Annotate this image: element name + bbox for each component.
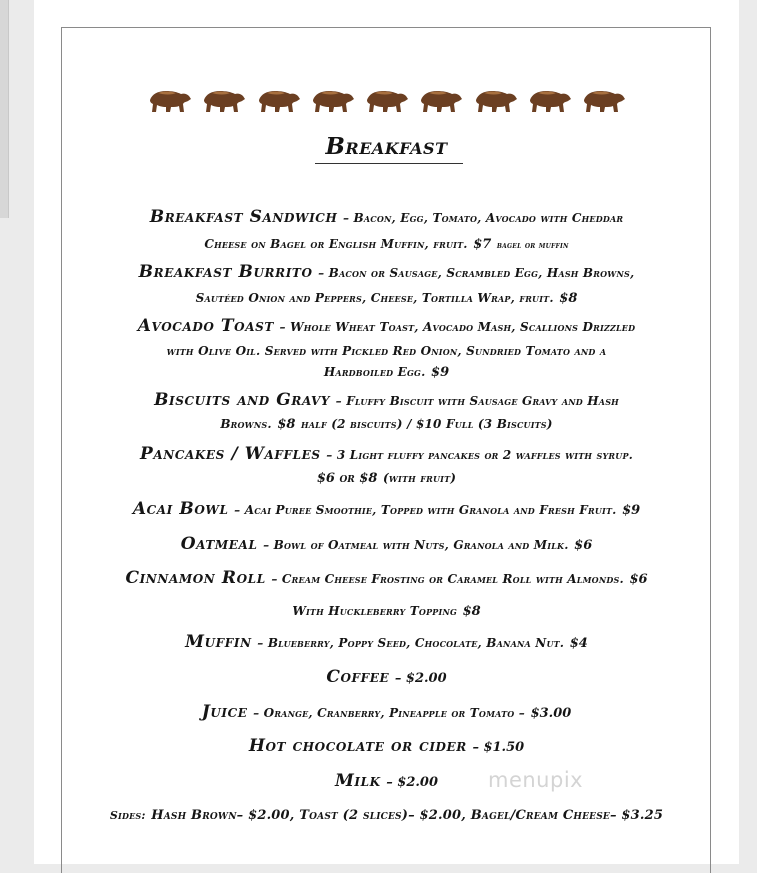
- bear-icon: [472, 86, 518, 114]
- item-name: Muffin: [185, 632, 252, 652]
- item-desc: Browns.: [220, 417, 272, 431]
- bear-icon: [309, 86, 355, 114]
- item-desc: – Bowl of Oatmeal with Nuts, Granola and Milk.: [263, 538, 569, 552]
- menu-line: [34, 287, 739, 306]
- item-price: $8: [462, 604, 481, 619]
- item-desc: – Acai Puree Smoothie, Topped with Granola and Fresh Fruit.: [234, 503, 617, 517]
- item-note: (with fruit): [382, 471, 457, 485]
- bear-icon: [363, 86, 409, 114]
- item-name: Hot chocolate or cider: [248, 736, 467, 756]
- bear-row: [146, 86, 626, 116]
- menu-line: [34, 632, 739, 652]
- item-price: $6 or $8: [316, 471, 378, 486]
- item-desc: – Bacon or Sausage, Scrambled Egg, Hash Browns,: [318, 266, 635, 280]
- item-name: Cinnamon Roll: [125, 568, 266, 588]
- item-name: Avocado Toast: [137, 316, 274, 336]
- menu-line: [34, 736, 739, 756]
- menu-line: [34, 600, 739, 619]
- menu-line: [34, 467, 739, 486]
- item-price: $9: [431, 365, 450, 380]
- item-name: Oatmeal: [180, 534, 258, 554]
- item-price: $3.00: [530, 706, 572, 721]
- menu-line: [34, 568, 739, 588]
- item-name: Breakfast Sandwich: [149, 207, 338, 227]
- watermark-logo: menupix: [488, 768, 584, 792]
- item-price: $6: [629, 572, 648, 587]
- item-name: Coffee: [326, 667, 390, 687]
- menu-line: [34, 444, 739, 464]
- item-name: Biscuits and Gravy: [154, 390, 331, 410]
- bear-icon: [255, 86, 301, 114]
- side-tab: [0, 0, 9, 218]
- item-name: Breakfast Burrito: [138, 262, 313, 282]
- item-desc: – 3 Light fluffy pancakes or 2 waffles with syrup.: [326, 448, 634, 462]
- item-price: $9: [622, 503, 641, 518]
- item-desc: Sautéed Onion and Peppers, Cheese, Tortilla Wrap, fruit.: [195, 291, 554, 305]
- item-name: Pancakes / Waffles: [139, 444, 321, 464]
- menu-line: [34, 534, 739, 554]
- item-desc: – Blueberry, Poppy Seed, Chocolate, Banana Nut.: [257, 636, 565, 650]
- item-price: $8: [277, 417, 296, 432]
- item-desc: – Fluffy Biscuit with Sausage Gravy and Hash: [335, 394, 619, 408]
- bear-icon: [580, 86, 626, 114]
- item-price: $8: [559, 291, 578, 306]
- item-price: – $2.00: [394, 671, 447, 686]
- bear-icon: [526, 86, 572, 114]
- item-desc: Cheese on Bagel or English Muffin, fruit.: [204, 237, 468, 251]
- menu-line: [34, 207, 739, 227]
- item-desc: – Orange, Cranberry, Pineapple or Tomato –: [253, 706, 526, 720]
- menu-line: [34, 262, 739, 282]
- menu-title: Breakfast: [325, 133, 448, 160]
- menu-line: [34, 702, 739, 722]
- bear-icon: [200, 86, 246, 114]
- sides-label: Sides:: [109, 809, 146, 822]
- menu-line: [34, 771, 739, 791]
- sides-list: Hash Brown– $2.00, Toast (2 slices)– $2.00, Bagel/Cream Cheese– $3.25: [151, 808, 664, 823]
- menu-line: [34, 667, 739, 687]
- item-name: Juice: [201, 702, 248, 722]
- title-underline: [315, 163, 463, 164]
- item-desc: With Huckleberry Topping: [292, 604, 457, 618]
- item-desc: with Olive Oil. Served with Pickled Red Onion, Sundried Tomato and a: [166, 344, 607, 358]
- item-price: $4: [569, 636, 588, 651]
- menu-line: [34, 361, 739, 380]
- item-name: Milk: [334, 771, 381, 791]
- menu-line: [34, 340, 739, 359]
- item-desc: Hardboiled Egg.: [323, 365, 426, 379]
- bear-icon: [417, 86, 463, 114]
- menu-line: [34, 804, 739, 823]
- menu-line: [34, 413, 739, 432]
- bear-icon: [146, 86, 192, 114]
- menu-line: [34, 390, 739, 410]
- item-desc: – Whole Wheat Toast, Avocado Mash, Scallions Drizzled: [279, 320, 636, 334]
- item-price: – $1.50: [472, 740, 525, 755]
- menu-page: [34, 0, 739, 864]
- menu-line: [34, 233, 739, 252]
- item-desc: – Cream Cheese Frosting or Caramel Roll with Almonds.: [271, 572, 624, 586]
- menu-line: [34, 499, 739, 519]
- item-desc: – Bacon, Egg, Tomato, Avocado with Cheddar: [342, 211, 624, 225]
- item-note: half (2 biscuits) / $10 Full (3 Biscuits): [300, 417, 553, 431]
- item-price: $7: [473, 237, 492, 252]
- item-price: $6: [574, 538, 593, 553]
- item-note: bagel or muffin: [496, 241, 569, 251]
- item-price: – $2.00: [386, 775, 438, 790]
- menu-line: [34, 316, 739, 336]
- item-name: Acai Bowl: [132, 499, 229, 519]
